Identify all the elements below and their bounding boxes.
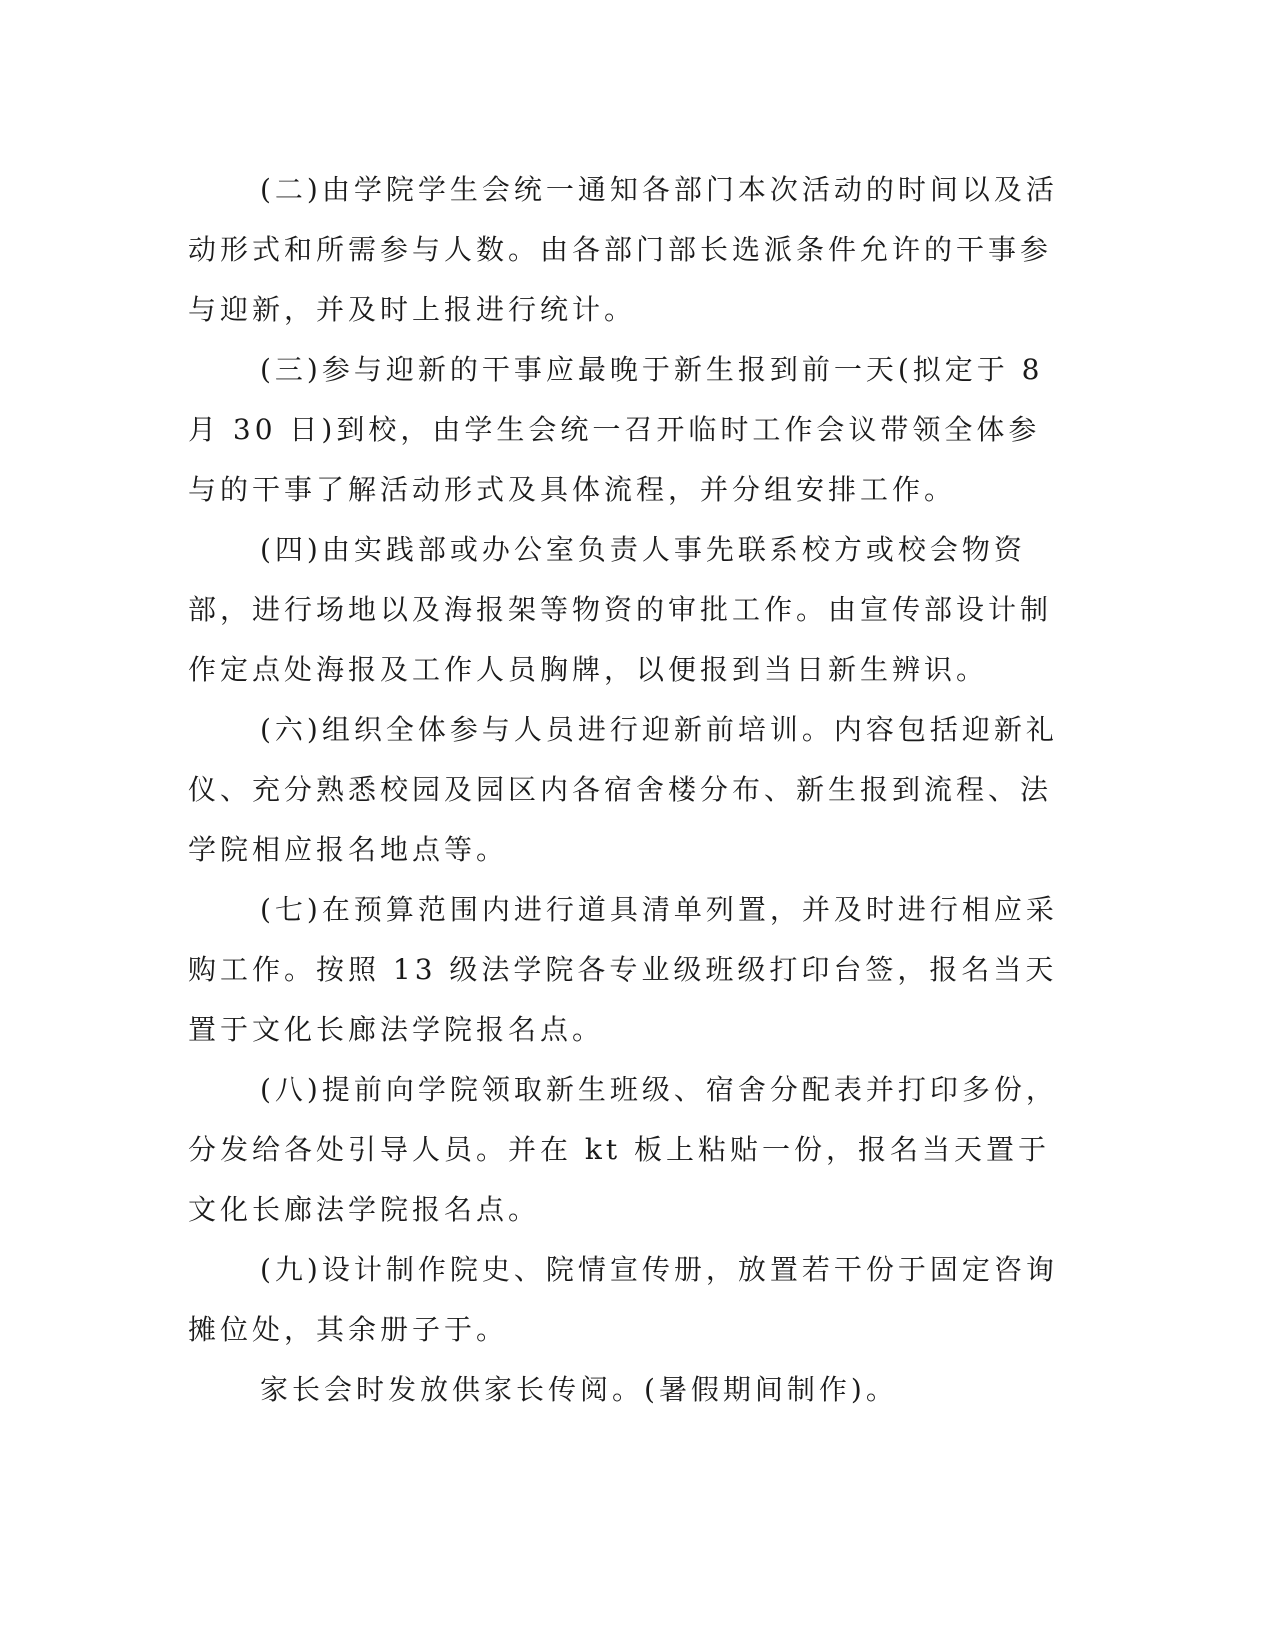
paragraph-9: (九)设计制作院史、院情宣传册，放置若干份于固定咨询摊位处，其余册子于。 [188, 1253, 1058, 1346]
paragraph-6: (六)组织全体参与人员进行迎新前培训。内容包括迎新礼仪、充分熟悉校园及园区内各宿舍楼分布、新生报到流程、法学院相应报名地点等。 [188, 713, 1058, 866]
document-body [188, 160, 1068, 1420]
paragraph-3: (三)参与迎新的干事应最晚于新生报到前一天(拟定于 8 月 30 日)到校，由学生会统一召开临时工作会议带领全体参与的干事了解活动形式及具体流程，并分组安排工作。 [188, 353, 1044, 506]
paragraph-4: (四)由实践部或办公室负责人事先联系校方或校会物资部，进行场地以及海报架等物资的审批工作。由宣传部设计制作定点处海报及工作人员胸牌，以便报到当日新生辨识。 [188, 533, 1053, 686]
paragraph-closing: 家长会时发放供家长传阅。(暑假期间制作)。 [260, 1373, 898, 1406]
paragraph-7: (七)在预算范围内进行道具清单列置，并及时进行相应采购工作。按照 13 级法学院各专业级班级打印台签，报名当天置于文化长廊法学院报名点。 [188, 893, 1058, 1046]
paragraph-2: (二)由学院学生会统一通知各部门本次活动的时间以及活动形式和所需参与人数。由各部门部长选派条件允许的干事参与迎新，并及时上报进行统计。 [188, 173, 1058, 326]
paragraph-8: (八)提前向学院领取新生班级、宿舍分配表并打印多份，分发给各处引导人员。并在 kt 板上粘贴一份，报名当天置于文化长廊法学院报名点。 [188, 1073, 1058, 1226]
